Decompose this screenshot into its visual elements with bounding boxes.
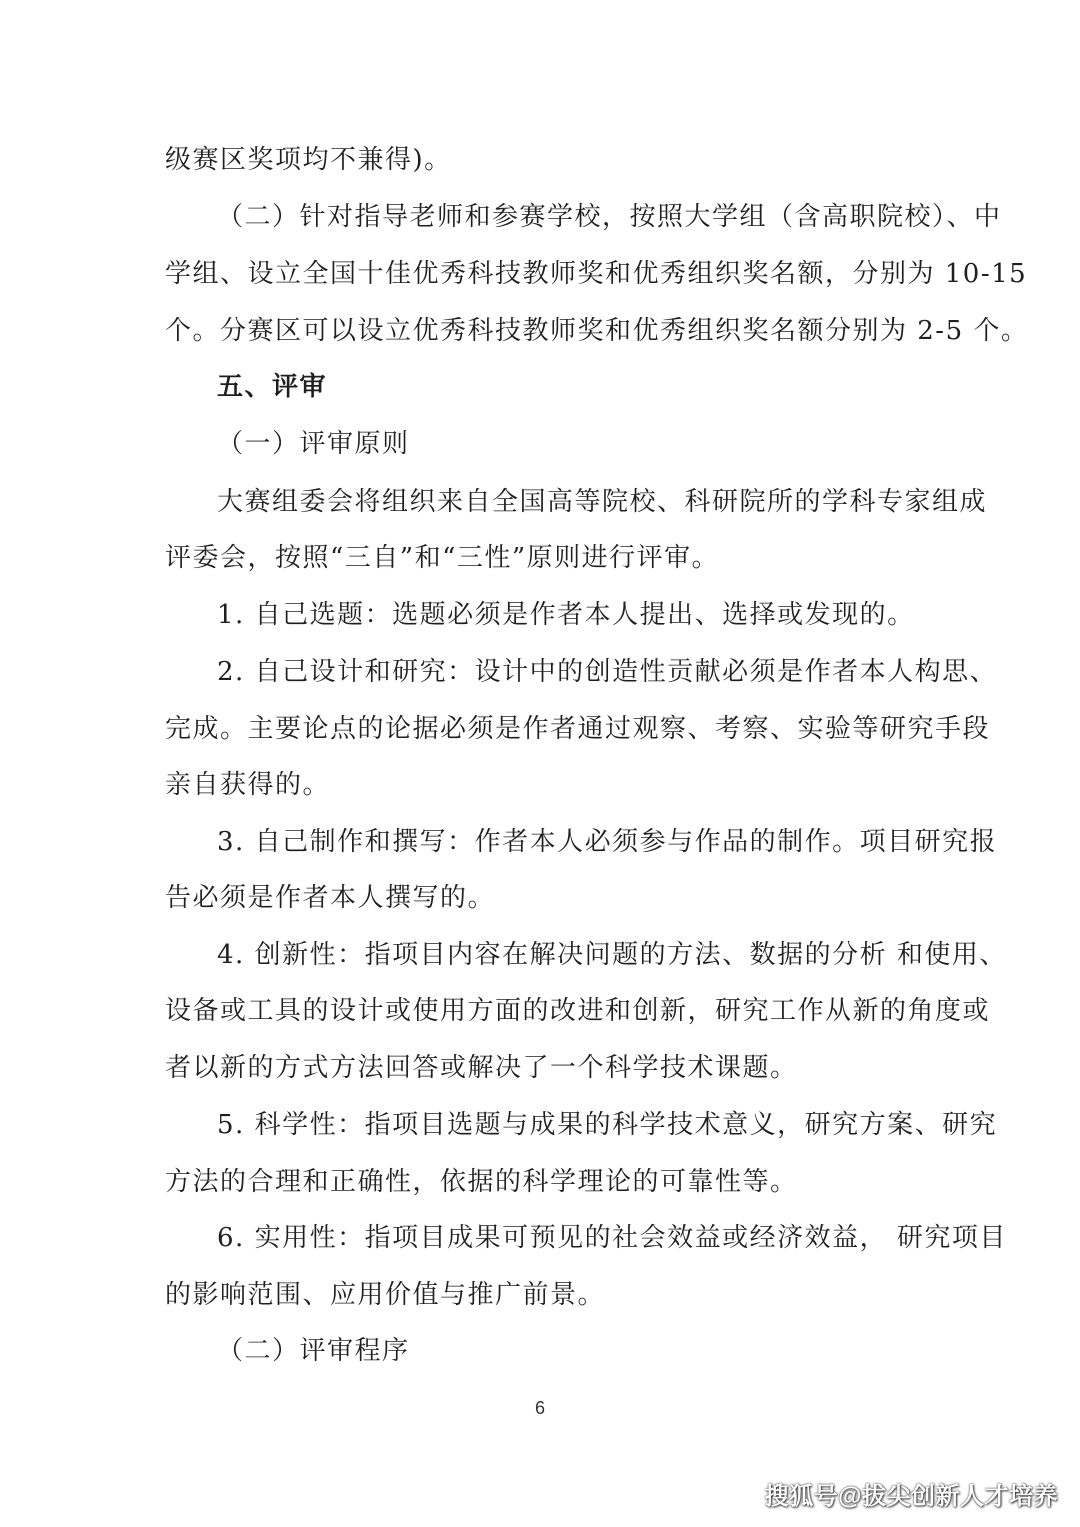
- page-number: 6: [534, 1398, 545, 1418]
- paragraph-line: 设备或工具的设计或使用方面的改进和创新，研究工作从新的角度或: [165, 996, 991, 1026]
- list-item: 1. 自己选题：选题必须是作者本人提出、选择或发现的。: [217, 600, 915, 630]
- paragraph-line: 评委会，按照“三自”和“三性”原则进行评审。: [165, 543, 720, 573]
- subsection-heading: （一）评审原则: [217, 429, 410, 459]
- list-item: 6. 实用性：指项目成果可预见的社会效益或经济效益， 研究项目: [217, 1223, 1007, 1253]
- paragraph-line: 方法的合理和正确性，依据的科学理论的可靠性等。: [165, 1167, 798, 1197]
- list-item: 3. 自己制作和撰写：作者本人必须参与作品的制作。项目研究报: [217, 827, 998, 857]
- section-heading: 五、评审: [217, 372, 328, 402]
- list-item: 5. 科学性：指项目选题与成果的科学技术意义，研究方案、研究: [217, 1110, 998, 1140]
- paragraph-line: 个。分赛区可以设立优秀科技教师奖和优秀组织奖名额分别为 2-5 个。: [165, 316, 1029, 346]
- list-item: 2. 自己设计和研究：设计中的创造性贡献必须是作者本人构思、: [217, 657, 998, 687]
- list-item: 4. 创新性：指项目内容在解决问题的方法、数据的分析 和使用、: [217, 940, 1007, 970]
- paragraph-line: 大赛组委会将组织来自全国高等院校、科研院所的学科专家组成: [217, 487, 988, 517]
- paragraph-line: 者以新的方式方法回答或解决了一个科学技术课题。: [165, 1053, 798, 1083]
- watermark: 搜狐号@拔尖创新人才培养: [764, 1483, 1058, 1510]
- paragraph-line: 完成。主要论点的论据必须是作者通过观察、考察、实验等研究手段: [165, 714, 991, 744]
- paragraph-line: 告必须是作者本人撰写的。: [165, 883, 496, 913]
- paragraph-line: 学组、设立全国十佳优秀科技教师奖和优秀组织奖名额，分别为 10-15: [165, 259, 1028, 289]
- subsection-heading: （二）评审程序: [217, 1336, 410, 1366]
- paragraph-line: 的影响范围、应用价值与推广前景。: [165, 1280, 606, 1310]
- paragraph-line: 亲自获得的。: [165, 770, 331, 800]
- paragraph-line: （二）针对指导老师和参赛学校，按照大学组（含高职院校）、中: [217, 202, 1002, 232]
- paragraph-line: 级赛区奖项均不兼得)。: [165, 145, 452, 175]
